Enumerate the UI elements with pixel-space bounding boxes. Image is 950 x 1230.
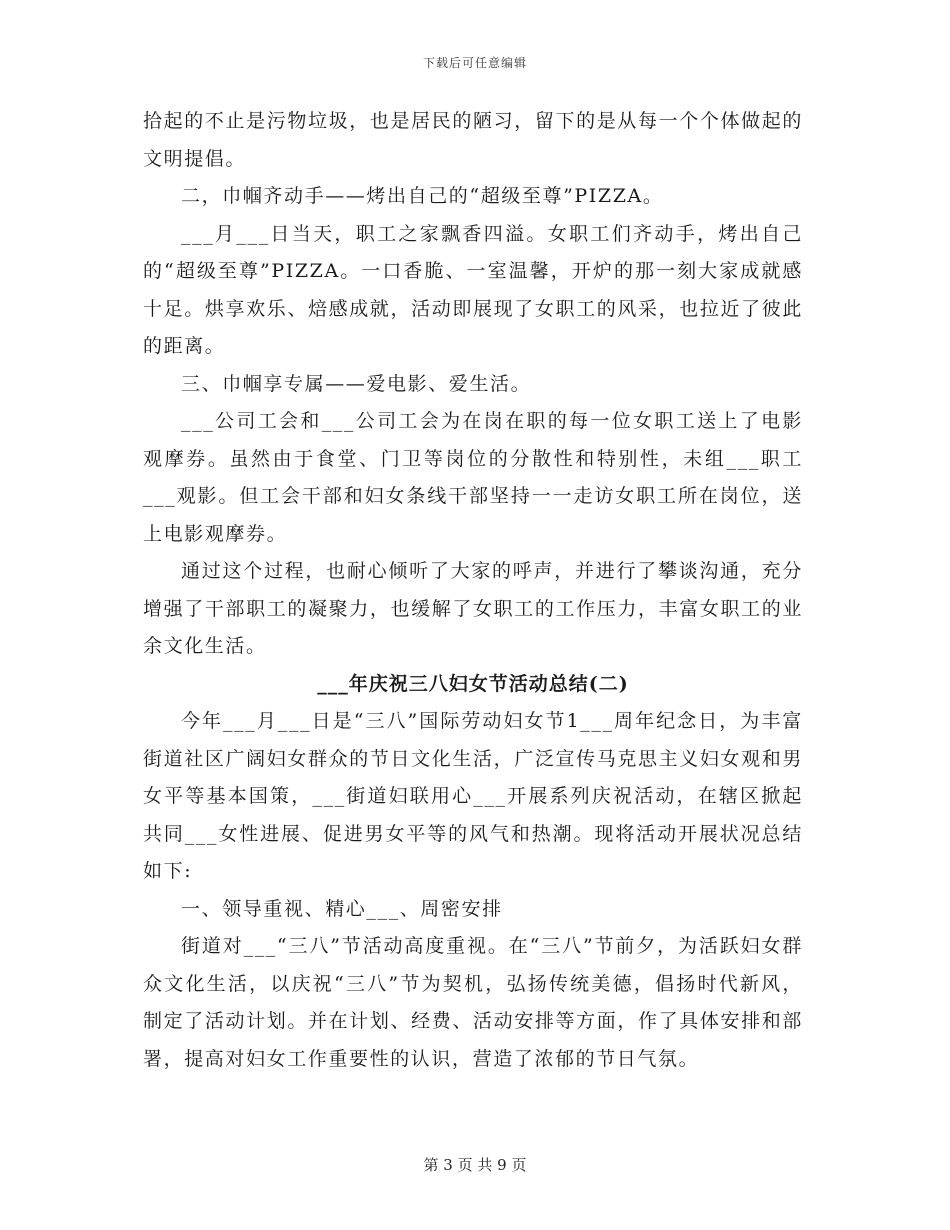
subheading-leadership: 一、领导重视、精心___、周密安排 [181,897,503,920]
subheading-movie: 三、巾帼享专属——爱电影、爱生活。 [181,372,532,395]
page-number: 第 3 页 共 9 页 [423,1156,527,1174]
document-body [143,103,803,1078]
paragraph-movie: ___公司工会和___公司工会为在岗在职的每一位女职工送上了电影观摩券。虽然由于食堂、门卫等岗位的分散性和特别性，未组___职工___观影。但工会干部和妇女条线干部坚持一一走访女职工所在岗位，送上电影观摩券。 [143,410,803,545]
header-note: 下载后可任意编辑 [422,56,527,70]
paragraph-intro: 今年___月___日是“三八”国际劳动妇女节1___周年纪念日，为丰富街道社区广阔妇女群众的节日文化生活，广泛宣传马克思主义妇女观和男女平等基本国策，___街道妇联用心___开展系列庆祝活动，在辖区掀起共同___女性进展、促进男女平等的风气和热潮。现将活动开展状况总结如下: [143,710,803,882]
paragraph-continuation: 拾起的不止是污物垃圾，也是居民的陋习，留下的是从每一个个体做起的文明提倡。 [143,110,803,170]
subheading-pizza: 二，巾帼齐动手——烤出自己的“超级至尊”PIZZA。 [181,185,664,207]
paragraph-process: 通过这个过程，也耐心倾听了大家的呼声，并进行了攀谈沟通，充分增强了干部职工的凝聚力，也缓解了女职工的工作压力，丰富女职工的业余文化生活。 [143,560,803,657]
section-title: ___年庆祝三八妇女节活动总结(二) [317,672,629,695]
paragraph-leadership: 街道对___“三八”节活动高度重视。在“三八”节前夕，为活跃妇女群众文化生活，以庆祝“三八”节为契机，弘扬传统美德，倡扬时代新风，制定了活动计划。并在计划、经费、活动安排等方面，作了具体安排和部署，提高对妇女工作重要性的认识，营造了浓郁的节日气氛。 [143,935,803,1070]
paragraph-pizza: ___月___日当天，职工之家飘香四溢。女职工们齐动手，烤出自己的“超级至尊”PIZZA。一口香脆、一室温馨，开炉的那一刻大家成就感十足。烘享欢乐、焙感成就，活动即展现了女职工的风采，也拉近了彼此的距离。 [143,222,803,357]
